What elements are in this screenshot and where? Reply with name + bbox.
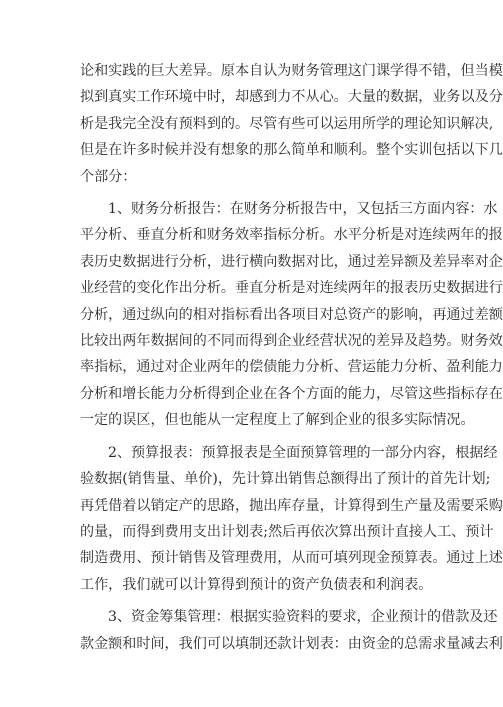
text-line: 1、财务分析报告：在财务分析报告中，又包括三方面内容：水 (108, 201, 498, 218)
text-line: 论和实践的巨大差异。原本自认为财务管理这门课学得不错，但当模 (80, 63, 503, 79)
text-line: 析是我完全没有预料到的。尽管有些可以运用所学的理论知识解决, (80, 115, 494, 132)
text-line: 一定的误区，但也能从一定程度上了解到企业的很多实际情况。 (80, 412, 475, 429)
text-line: 制造费用、预计销售及管理费用，从而可填列现金预算表。通过上述 (80, 550, 503, 567)
text-line: 的量，而得到费用支出计划表;然后再依次算出预计直接人工、预计 (80, 523, 494, 540)
text-line: 平分析、垂直分析和财务效率指标分析。水平分析是对连续两年的报 (80, 227, 503, 244)
text-line: 3、资金筹集管理：根据实验资料的要求，企业预计的借款及还 (108, 609, 498, 626)
text-line: 分析，通过纵向的相对指标看出各项目对总资产的影响，再通过差额 (80, 306, 503, 323)
text-line: 拟到真实工作环境中时，却感到力不从心。大量的数据，业务以及分 (80, 89, 503, 106)
paragraph-budget-statements (80, 440, 503, 598)
paragraph-intro-continuation (80, 58, 503, 190)
text-line: 工作，我们就可以计算得到预计的资产负债表和利润表。 (80, 576, 433, 593)
text-line: 但是在许多时候并没有想象的那么简单和顺利。整个实训包括以下几 (80, 142, 503, 159)
text-line: 再凭借着以销定产的思路，抛出库存量，计算得到生产量及需要采购 (80, 497, 503, 514)
paragraph-financial-analysis-report (80, 196, 503, 434)
text-line: 2、预算报表：预算报表是全面预算管理的一部分内容，根据经 (108, 444, 498, 461)
body-text (80, 58, 503, 657)
text-line: 比较出两年数据间的不同而得到企业经营状况的差异及趋势。财务效 (80, 333, 503, 350)
text-line: 分析和增长能力分析得到企业在各个方面的能力，尽管这些指标存在 (80, 385, 503, 402)
text-line: 业经营的变化作出分析。垂直分析是对连续两年的报表历史数据进行 (80, 280, 503, 297)
paragraph-fund-raising-management (80, 604, 503, 657)
text-line: 率指标，通过对企业两年的偿债能力分析、营运能力分析、盈利能力 (80, 359, 503, 376)
text-line: 验数据(销售量、单价)，先计算出销售总额得出了预计的首先计划; (80, 471, 491, 488)
text-line: 款金额和时间，我们可以填制还款计划表：由资金的总需求量减去利 (80, 635, 503, 652)
text-line: 表历史数据进行分析，进行横向数据对比，通过差异额及差异率对企 (80, 253, 503, 270)
text-line: 个部分： (80, 168, 137, 185)
